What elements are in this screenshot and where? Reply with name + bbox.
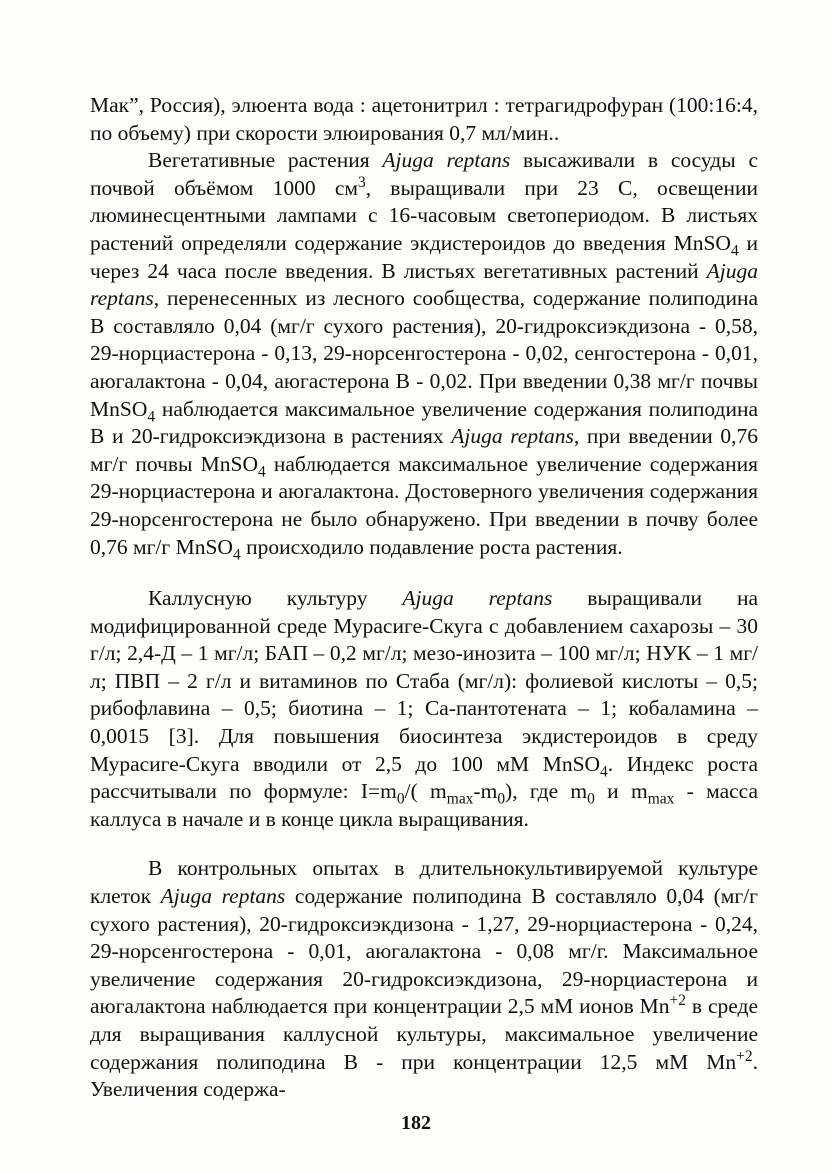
text-run: выращивали на модифицированной среде Мурасиге-Скуга с добавлением сахарозы – 30 г/л; 2,4-Д – 1 мг/л; БАП – 0,2 мг/л; мезо-инозита – 100 мг/л; НУК – 1 мг/л; ПВП – 2 г/л и витаминов по Стаба (мг/л): фолиевой кислоты – 0,5; рибофлавина – 0,5; биотина – 1; Са-пантотената – 1; кобаламина – 0,0015 [3]. Для повышения биосинтеза экдистероидов в среду Мурасиге-Скуга вводили от 2,5 до 100 мМ MnSO	[90, 586, 759, 776]
text-run: , при введении 0,76 мг/г почвы MnSO	[90, 424, 758, 476]
subscript: 4	[257, 463, 266, 481]
species-name: Ajuga reptans	[451, 424, 574, 449]
species-name: Ajuga reptans	[90, 258, 758, 311]
text-run: и m	[594, 779, 648, 804]
text-run: высаживали в сосуды с почвой объёмом 1000 см	[90, 148, 759, 200]
text-run: ), где m	[505, 779, 588, 804]
text-run: в среде для выращивания каллусной культуры, максимальное увеличение содержания полиподина В - при концентрации 12,5 мМ Mn	[90, 994, 758, 1074]
superscript: 3	[357, 173, 366, 191]
subscript: 0	[497, 790, 506, 808]
text-run: , выращивали при 23 С, освещении люминесцентными лампами с 16-часовым светопериодом. В листьях растений определяли содержание экдистероидов до введения MnSO	[90, 175, 758, 255]
text-run: наблюдается максимальное увеличение содержания 29-норциастерона и аюгалактона. Достоверного увеличения содержания 29-норсенгостерона не было обнаружено. При введении в почву более 0,76 мг/г MnSO	[90, 451, 758, 559]
paragraph	[90, 92, 758, 147]
subscript: 0	[587, 790, 595, 808]
text-run: В контрольных опытах в длительнокультивируемой культуре клеток	[90, 856, 758, 909]
text-run: происходило подавление роста растения.	[240, 534, 623, 559]
text-run: . Увеличения содержа-	[90, 1049, 758, 1102]
subscript: 4	[147, 407, 156, 425]
text-run: Вегетативные растения	[148, 148, 383, 173]
text-run: /( m	[404, 779, 447, 804]
species-name: Ajuga reptans	[382, 148, 511, 173]
superscript: +2	[669, 992, 687, 1010]
subscript: 0	[396, 790, 405, 808]
subscript: 4	[730, 242, 739, 260]
paragraph	[90, 585, 758, 833]
subscript: max	[647, 790, 675, 808]
species-name: Ajuga reptans	[160, 884, 286, 909]
text-run: , перенесенных из лесного сообщества, содержание полиподина В составляло 0,04 (мг/г сухого растения), 20-гидроксиэкдизона - 0,58, 29-норциастерона - 0,13, 29-норсенгостерона - 0,02, сенгостерона - 0,01, аюгалактона - 0,04, аюгастерона В - 0,02. При введении 0,38 мг/г почвы MnSO	[90, 286, 758, 421]
paragraph	[90, 855, 758, 1103]
text-run: Мак”, Россия), элюента вода : ацетонитрил : тетрагидрофуран (100:16:4, по объему) при скорости элюирования 0,7 мл/мин..	[90, 93, 758, 145]
page-number: 182	[401, 1112, 431, 1134]
species-name: Ajuga reptans	[402, 586, 553, 611]
subscript: max	[446, 790, 474, 808]
text-run: Каллусную культуру	[148, 586, 403, 611]
text-run: наблюдается максимальное увеличение содержания полиподина В и 20-гидроксиэкдизона в растениях	[90, 396, 758, 449]
subscript: 4	[600, 762, 608, 780]
text-run: -m	[473, 779, 498, 804]
text-run: . Индекс роста рассчитывали по формуле: I=m	[90, 751, 758, 804]
text-run: содержание полиподина В составляло 0,04 (мг/г сухого растения), 20-гидроксиэкдизона - 1,27, 29-норциастерона - 0,24, 29-норсенгостерона - 0,01, аюгалактона - 0,08 мг/г. Максимальное увеличение содержания 20-гидроксиэкдизона, 29-норциастерона и аюгалактона наблюдается при концентрации 2,5 мМ ионов Mn	[90, 884, 759, 1019]
body-text	[90, 92, 758, 1104]
superscript: +2	[736, 1047, 753, 1065]
text-run: - масса каллуса в начале и в конце цикла выращивания.	[90, 779, 759, 831]
text-run: и через 24 часа после введения. В листьях вегетативных растений	[90, 230, 758, 283]
paragraph	[90, 147, 758, 561]
subscript: 4	[232, 545, 241, 563]
